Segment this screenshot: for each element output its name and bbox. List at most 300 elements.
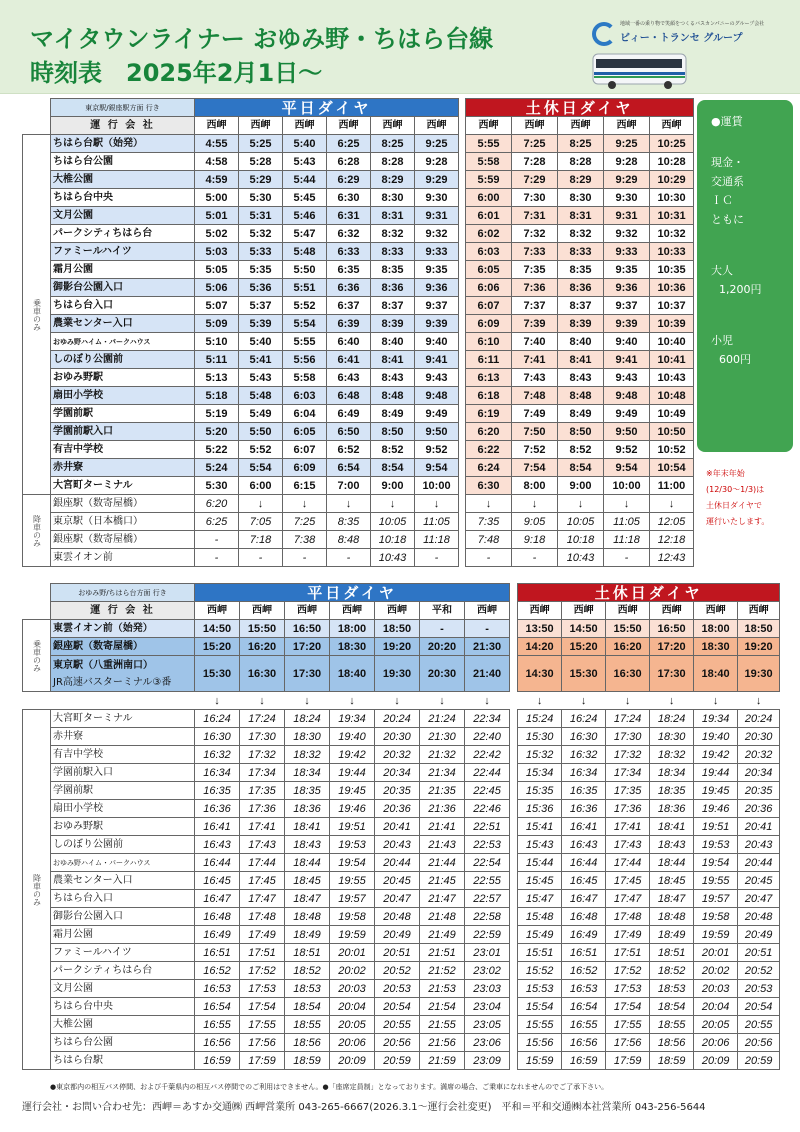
time-cell: 17:35 (240, 782, 285, 800)
time-cell: 17:55 (606, 1016, 650, 1034)
time-cell: 5:22 (195, 441, 239, 459)
time-cell: 15:54 (518, 998, 562, 1016)
time-cell: 7:35 (466, 513, 512, 531)
arrow-cell: ↓ (195, 692, 240, 710)
time-cell: 5:54 (239, 459, 283, 477)
stop-name: パークシティちはら台 (51, 225, 195, 243)
time-cell: 10:39 (650, 315, 694, 333)
time-cell: 10:50 (650, 423, 694, 441)
time-cell: 10:33 (650, 243, 694, 261)
stop-name: 大椎公園 (51, 171, 195, 189)
operator-cell: 西岬 (327, 117, 371, 135)
time-cell: 9:41 (604, 351, 650, 369)
time-cell: 6:25 (195, 513, 239, 531)
time-cell: 15:45 (518, 872, 562, 890)
time-cell: 16:51 (195, 944, 240, 962)
time-cell: 20:54 (375, 998, 420, 1016)
boarding-zone-label: 乗車のみ (23, 620, 51, 692)
stop-name: おゆみ野駅 (51, 369, 195, 387)
time-cell: 17:51 (240, 944, 285, 962)
time-cell: 20:56 (375, 1034, 420, 1052)
time-cell: 6:03 (283, 387, 327, 405)
time-cell: 20:34 (375, 764, 420, 782)
time-cell: 16:34 (195, 764, 240, 782)
time-cell: 7:28 (512, 153, 558, 171)
time-cell: 5:55 (466, 135, 512, 153)
time-cell: 19:45 (694, 782, 738, 800)
time-cell: 20:48 (738, 908, 780, 926)
time-cell: 16:47 (195, 890, 240, 908)
time-cell: 15:36 (518, 800, 562, 818)
time-cell: ↓ (327, 495, 371, 513)
stop-name: 扇田小学校 (51, 800, 195, 818)
time-cell: 5:47 (283, 225, 327, 243)
time-cell: 16:35 (562, 782, 606, 800)
time-cell: 8:40 (558, 333, 604, 351)
table-row (23, 746, 780, 764)
weekday-header: 平日ダイヤ (195, 99, 459, 117)
time-cell: 21:32 (420, 746, 465, 764)
time-cell: 17:30 (606, 728, 650, 746)
time-cell: 20:24 (375, 710, 420, 728)
time-cell: 8:41 (371, 351, 415, 369)
time-cell: 18:30 (694, 638, 738, 656)
time-cell: 5:50 (283, 261, 327, 279)
time-cell: 15:50 (240, 620, 285, 638)
logo-tagline: 地域一番の乗り物で笑顔をつくるバスカンパニーのグループ会社 (620, 21, 765, 27)
time-cell: 20:52 (375, 962, 420, 980)
time-cell: 21:47 (420, 890, 465, 908)
time-cell: 6:36 (327, 279, 371, 297)
column-gap (510, 746, 518, 764)
time-cell: - (415, 549, 459, 567)
time-cell: 9:31 (604, 207, 650, 225)
time-cell: 10:00 (604, 477, 650, 495)
time-cell: 20:41 (738, 818, 780, 836)
time-cell: 9:39 (604, 315, 650, 333)
operator-cell: 西岬 (415, 117, 459, 135)
time-cell: 17:48 (606, 908, 650, 926)
note-line: (12/30〜1/3)は (706, 485, 765, 494)
operator-cell: 西岬 (195, 117, 239, 135)
stop-name: 赤井寮 (51, 728, 195, 746)
stop-name: 東京駅（日本橋口） (51, 513, 195, 531)
time-cell: 8:39 (558, 315, 604, 333)
time-cell: 18:24 (650, 710, 694, 728)
time-cell: 19:44 (694, 764, 738, 782)
time-cell: 17:44 (606, 854, 650, 872)
time-cell: 19:34 (330, 710, 375, 728)
table-row (23, 369, 694, 387)
time-cell: 5:39 (239, 315, 283, 333)
time-cell: 17:32 (606, 746, 650, 764)
time-cell: 20:24 (738, 710, 780, 728)
time-cell: 17:24 (240, 710, 285, 728)
time-cell: 6:02 (466, 225, 512, 243)
time-cell: 15:35 (518, 782, 562, 800)
time-cell: 22:55 (465, 872, 510, 890)
time-cell: 19:54 (694, 854, 738, 872)
column-gap (459, 549, 466, 567)
time-cell: ↓ (239, 495, 283, 513)
time-cell: 8:31 (558, 207, 604, 225)
time-cell: 7:36 (512, 279, 558, 297)
time-cell: 20:05 (694, 1016, 738, 1034)
stop-name: 学園前駅入口 (51, 764, 195, 782)
table-row (23, 1034, 780, 1052)
time-cell: 6:18 (466, 387, 512, 405)
time-cell: 5:19 (195, 405, 239, 423)
column-gap (510, 710, 518, 728)
title-route: マイタウンライナー おゆみ野・ちはら台線 (30, 25, 494, 53)
operator-cell: 西岬 (371, 117, 415, 135)
time-cell: ↓ (415, 495, 459, 513)
time-cell: 6:00 (239, 477, 283, 495)
time-cell: 17:56 (240, 1034, 285, 1052)
table-row (23, 890, 780, 908)
time-cell: 17:32 (240, 746, 285, 764)
time-cell: 7:00 (327, 477, 371, 495)
time-cell: 18:44 (650, 854, 694, 872)
fare-title: ●運賃 (711, 115, 743, 128)
time-cell: 6:15 (283, 477, 327, 495)
time-cell: 9:25 (415, 135, 459, 153)
table-row (23, 243, 694, 261)
time-cell: 18:41 (650, 818, 694, 836)
logo-mark-icon (592, 22, 616, 46)
column-gap (510, 836, 518, 854)
time-cell: 9:49 (604, 405, 650, 423)
time-cell: 15:44 (518, 854, 562, 872)
time-cell: 21:48 (420, 908, 465, 926)
time-cell: 15:20 (195, 638, 240, 656)
operator-cell: 西岬 (375, 602, 420, 620)
time-cell: 18:52 (650, 962, 694, 980)
column-gap (510, 656, 518, 692)
time-cell: 7:49 (512, 405, 558, 423)
time-cell: 5:40 (239, 333, 283, 351)
time-cell: 23:09 (465, 1052, 510, 1070)
time-cell: 10:05 (371, 513, 415, 531)
table-row (23, 728, 780, 746)
time-cell: 15:47 (518, 890, 562, 908)
time-cell: - (239, 549, 283, 567)
time-cell: 18:43 (650, 836, 694, 854)
time-cell: 22:42 (465, 746, 510, 764)
time-cell: 16:53 (195, 980, 240, 998)
stop-name: ちはら台入口 (51, 297, 195, 315)
table-row (23, 710, 780, 728)
time-cell: 20:06 (330, 1034, 375, 1052)
table-row (23, 135, 694, 153)
time-cell: 22:45 (465, 782, 510, 800)
time-cell: 17:45 (240, 872, 285, 890)
arrow-cell: ↓ (738, 692, 780, 710)
time-cell: 5:40 (283, 135, 327, 153)
table-row (23, 782, 780, 800)
time-cell: 20:30 (738, 728, 780, 746)
time-cell: 20:05 (330, 1016, 375, 1034)
time-cell: 18:43 (285, 836, 330, 854)
time-cell: 14:50 (195, 620, 240, 638)
time-cell: 17:55 (240, 1016, 285, 1034)
time-cell: 9:48 (415, 387, 459, 405)
time-cell: 16:41 (195, 818, 240, 836)
time-cell: 5:54 (283, 315, 327, 333)
operator-cell: 西岬 (738, 602, 780, 620)
time-cell: 6:07 (466, 297, 512, 315)
time-cell: 19:51 (694, 818, 738, 836)
time-cell: 20:20 (420, 638, 465, 656)
time-cell: 21:52 (420, 962, 465, 980)
time-cell: 15:24 (518, 710, 562, 728)
time-cell: 4:59 (195, 171, 239, 189)
time-cell: 22:51 (465, 818, 510, 836)
stop-name-line1: 東京駅（八重洲南口） (53, 659, 153, 671)
corner-blank (23, 602, 51, 620)
time-cell: 18:53 (285, 980, 330, 998)
time-cell: 5:45 (283, 189, 327, 207)
time-cell: 9:43 (415, 369, 459, 387)
time-cell: 18:40 (694, 656, 738, 692)
time-cell: 5:30 (239, 189, 283, 207)
time-cell: 10:29 (650, 171, 694, 189)
time-cell: 15:50 (606, 620, 650, 638)
column-gap (510, 854, 518, 872)
time-cell: 5:01 (195, 207, 239, 225)
time-cell: 8:52 (371, 441, 415, 459)
time-cell: 8:37 (558, 297, 604, 315)
time-cell: 15:43 (518, 836, 562, 854)
contact-info: 運行会社・お問い合わせ先：西岬＝あすか交通㈱ 西岬営業所 043-265-6667(2026.3.1〜運行会社変更) 平和＝平和交通㈱本社営業所 043-256-5644 (22, 1102, 706, 1113)
arrow-cell: ↓ (694, 692, 738, 710)
time-cell: 12:18 (650, 531, 694, 549)
time-cell: 19:58 (330, 908, 375, 926)
time-cell: 10:48 (650, 387, 694, 405)
time-cell: 9:28 (415, 153, 459, 171)
stop-name: おゆみ野ハイム・パークハウス (51, 854, 195, 872)
arrow-cell: ↓ (650, 692, 694, 710)
time-cell: 10:25 (650, 135, 694, 153)
time-cell: 20:45 (738, 872, 780, 890)
arrow-cell: ↓ (465, 692, 510, 710)
time-cell: 18:30 (650, 728, 694, 746)
time-cell: 16:24 (562, 710, 606, 728)
table-row (23, 800, 780, 818)
time-cell: 6:09 (283, 459, 327, 477)
time-cell: 21:24 (420, 710, 465, 728)
table-row (23, 836, 780, 854)
time-cell: 8:33 (371, 243, 415, 261)
stop-name: ちはら台駅（始発） (51, 135, 195, 153)
time-cell: ↓ (371, 495, 415, 513)
usage-note: ●東京都内の相互バス停間、および千葉県内の相互バス停間でのご利用はできません。●「座席定員制」となっております。満席の場合、ご乗車になれませんのでご了承下さい。 (50, 1083, 609, 1091)
time-cell: 16:43 (195, 836, 240, 854)
time-cell: 5:55 (283, 333, 327, 351)
time-cell: 20:48 (375, 908, 420, 926)
corner-blank (23, 584, 51, 602)
column-gap (510, 872, 518, 890)
time-cell: 17:41 (606, 818, 650, 836)
table-row (23, 998, 780, 1016)
time-cell: 15:30 (195, 656, 240, 692)
direction-label: 東京駅/銀座駅方面 行き (51, 99, 195, 117)
time-cell: 17:59 (240, 1052, 285, 1070)
stop-name: ファミールハイツ (51, 944, 195, 962)
column-gap (459, 351, 466, 369)
time-cell: 9:54 (415, 459, 459, 477)
time-cell: 5:30 (195, 477, 239, 495)
time-cell: 21:54 (420, 998, 465, 1016)
time-cell: 8:49 (558, 405, 604, 423)
time-cell: 19:59 (694, 926, 738, 944)
column-gap (510, 764, 518, 782)
time-cell: 17:54 (606, 998, 650, 1016)
time-cell: 20:32 (375, 746, 420, 764)
time-cell: 20:43 (375, 836, 420, 854)
stop-name: おゆみ野ハイム・パークハウス (51, 333, 195, 351)
column-gap (510, 638, 518, 656)
time-cell: 23:02 (465, 962, 510, 980)
time-cell: 15:30 (518, 728, 562, 746)
time-cell: 4:55 (195, 135, 239, 153)
time-cell: 20:41 (375, 818, 420, 836)
column-gap (459, 279, 466, 297)
time-cell: 8:28 (371, 153, 415, 171)
column-gap (510, 584, 518, 602)
time-cell: 15:20 (562, 638, 606, 656)
stop-name: おゆみ野駅 (51, 818, 195, 836)
time-cell: 6:20 (195, 495, 239, 513)
time-cell: 20:47 (738, 890, 780, 908)
arrow-cell: ↓ (285, 692, 330, 710)
time-cell: 20:56 (738, 1034, 780, 1052)
stop-name: ちはら台公園 (51, 1034, 195, 1052)
table-row (23, 854, 780, 872)
time-cell: 16:36 (562, 800, 606, 818)
time-cell: 15:53 (518, 980, 562, 998)
arrow-cell: ↓ (330, 692, 375, 710)
time-cell: 18:52 (285, 962, 330, 980)
table-row (23, 1052, 780, 1070)
time-cell: 16:50 (650, 620, 694, 638)
table-row (23, 351, 694, 369)
time-cell: 16:44 (562, 854, 606, 872)
column-gap (510, 728, 518, 746)
time-cell: 9:30 (604, 189, 650, 207)
time-cell: 19:42 (694, 746, 738, 764)
time-cell: 9:00 (371, 477, 415, 495)
time-cell: 7:37 (512, 297, 558, 315)
column-gap (459, 297, 466, 315)
time-cell: 7:40 (512, 333, 558, 351)
time-cell: 18:34 (285, 764, 330, 782)
operator-cell: 平和 (420, 602, 465, 620)
column-gap (510, 782, 518, 800)
time-cell: 5:03 (195, 243, 239, 261)
time-cell: 18:51 (650, 944, 694, 962)
time-cell: 6:09 (466, 315, 512, 333)
stop-name: 学園前駅入口 (51, 423, 195, 441)
time-cell: 18:55 (650, 1016, 694, 1034)
column-gap (459, 495, 466, 513)
alighting-zone-label: 降車のみ (23, 495, 51, 567)
time-cell: 18:32 (285, 746, 330, 764)
time-cell: 5:00 (195, 189, 239, 207)
time-cell: 20:43 (738, 836, 780, 854)
time-cell: 9:52 (415, 441, 459, 459)
time-cell: 9:37 (415, 297, 459, 315)
time-cell: 5:46 (283, 207, 327, 225)
operator-cell: 西岬 (558, 117, 604, 135)
operator-cell: 西岬 (694, 602, 738, 620)
time-cell: 20:01 (694, 944, 738, 962)
stop-name: 有吉中学校 (51, 746, 195, 764)
time-cell: 18:59 (285, 1052, 330, 1070)
time-cell: 21:34 (420, 764, 465, 782)
time-cell: 5:13 (195, 369, 239, 387)
time-cell: 9:37 (604, 297, 650, 315)
time-cell: 9:49 (415, 405, 459, 423)
time-cell: 17:20 (650, 638, 694, 656)
column-gap (510, 890, 518, 908)
time-cell: 10:31 (650, 207, 694, 225)
time-cell: 20:30 (420, 656, 465, 692)
time-cell: 9:32 (415, 225, 459, 243)
time-cell: 15:59 (518, 1052, 562, 1070)
stop-name (51, 656, 195, 692)
time-cell: 11:05 (604, 513, 650, 531)
time-cell: 15:51 (518, 944, 562, 962)
table-row (23, 531, 694, 549)
time-cell: 16:20 (606, 638, 650, 656)
time-cell: 16:24 (195, 710, 240, 728)
time-cell: 18:47 (650, 890, 694, 908)
title-date: 時刻表 2025年2月1日〜 (30, 59, 323, 87)
time-cell: 21:56 (420, 1034, 465, 1052)
time-cell: 16:36 (195, 800, 240, 818)
time-cell: 5:58 (283, 369, 327, 387)
time-cell: 22:58 (465, 908, 510, 926)
time-cell: 20:34 (738, 764, 780, 782)
time-cell: 21:59 (420, 1052, 465, 1070)
time-cell: 16:54 (195, 998, 240, 1016)
arrow-cell: ↓ (518, 692, 562, 710)
time-cell: 9:36 (415, 279, 459, 297)
time-cell: 20:47 (375, 890, 420, 908)
time-cell: 5:18 (195, 387, 239, 405)
column-gap (510, 800, 518, 818)
time-cell: 15:32 (518, 746, 562, 764)
time-cell: 6:29 (327, 171, 371, 189)
time-cell: 18:36 (650, 800, 694, 818)
time-cell: 15:56 (518, 1034, 562, 1052)
time-cell: 10:36 (650, 279, 694, 297)
time-cell: 8:32 (371, 225, 415, 243)
time-cell: 6:50 (327, 423, 371, 441)
time-cell: 9:33 (415, 243, 459, 261)
time-cell: 6:19 (466, 405, 512, 423)
column-gap (510, 1034, 518, 1052)
time-cell: 17:47 (240, 890, 285, 908)
time-cell: 18:54 (285, 998, 330, 1016)
time-cell: 17:48 (240, 908, 285, 926)
time-cell: 20:44 (375, 854, 420, 872)
table-row (23, 279, 694, 297)
time-cell: 20:30 (375, 728, 420, 746)
operator-cell: 西岬 (650, 117, 694, 135)
stop-name: 学園前駅 (51, 405, 195, 423)
